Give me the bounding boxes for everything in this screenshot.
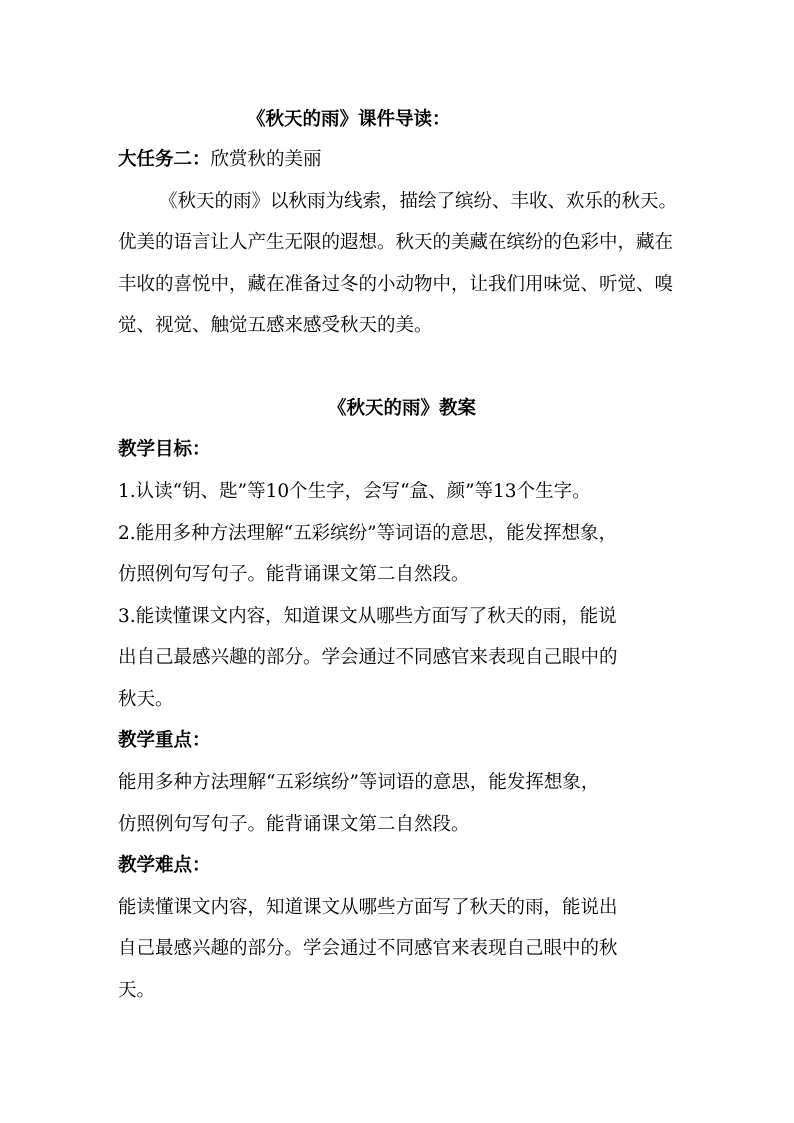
difficulty-line-1: 能读懂课文内容，知道课文从哪些方面写了秋天的雨，能说出 xyxy=(118,897,618,918)
intro-line-4: 觉、视觉、触觉五感来感受秋天的美。 xyxy=(118,315,433,336)
goal-line-2: 2.能用多种方法理解“五彩缤纷”等词语的意思，能发挥想象， xyxy=(118,523,618,544)
doc-title-lesson-plan: 《秋天的雨》教案 xyxy=(328,398,477,419)
goal-line-3: 仿照例句写句子。能背诵课文第二自然段。 xyxy=(118,564,470,585)
intro-line-3: 丰收的喜悦中，藏在准备过冬的小动物中，让我们用味觉、听觉、嗅 xyxy=(118,274,674,295)
goals-heading: 教学目标： xyxy=(118,439,211,460)
difficulty-heading: 教学难点： xyxy=(118,855,211,876)
goal-line-5: 出自己最感兴趣的部分。学会通过不同感官来表现自己眼中的 xyxy=(118,647,618,668)
key-point-line-2: 仿照例句写句子。能背诵课文第二自然段。 xyxy=(118,814,470,835)
difficulty-line-2: 自己最感兴趣的部分。学会通过不同感官来表现自己眼中的秋 xyxy=(118,938,618,959)
goal-line-1: 1.认读“钥、匙”等10个生字，会写“盒、颜”等13个生字。 xyxy=(118,481,591,502)
intro-line-2: 优美的语言让人产生无限的遐想。秋天的美藏在缤纷的色彩中，藏在 xyxy=(118,232,674,253)
task-label: 大任务二： xyxy=(118,149,211,170)
goal-line-6: 秋天。 xyxy=(118,689,174,710)
intro-line-1: 《秋天的雨》以秋雨为线索，描绘了缤纷、丰收、欢乐的秋天。 xyxy=(159,191,678,212)
key-points-heading: 教学重点： xyxy=(118,730,211,751)
task-text: 欣赏秋的美丽 xyxy=(210,149,322,170)
key-point-line-1: 能用多种方法理解“五彩缤纷”等词语的意思，能发挥想象， xyxy=(118,772,600,793)
task-line xyxy=(118,148,322,172)
goal-line-4: 3.能读懂课文内容，知道课文从哪些方面写了秋天的雨，能说 xyxy=(118,606,617,627)
doc-title-courseware: 《秋天的雨》课件导读： xyxy=(247,109,451,130)
difficulty-line-3: 天。 xyxy=(118,980,156,1001)
